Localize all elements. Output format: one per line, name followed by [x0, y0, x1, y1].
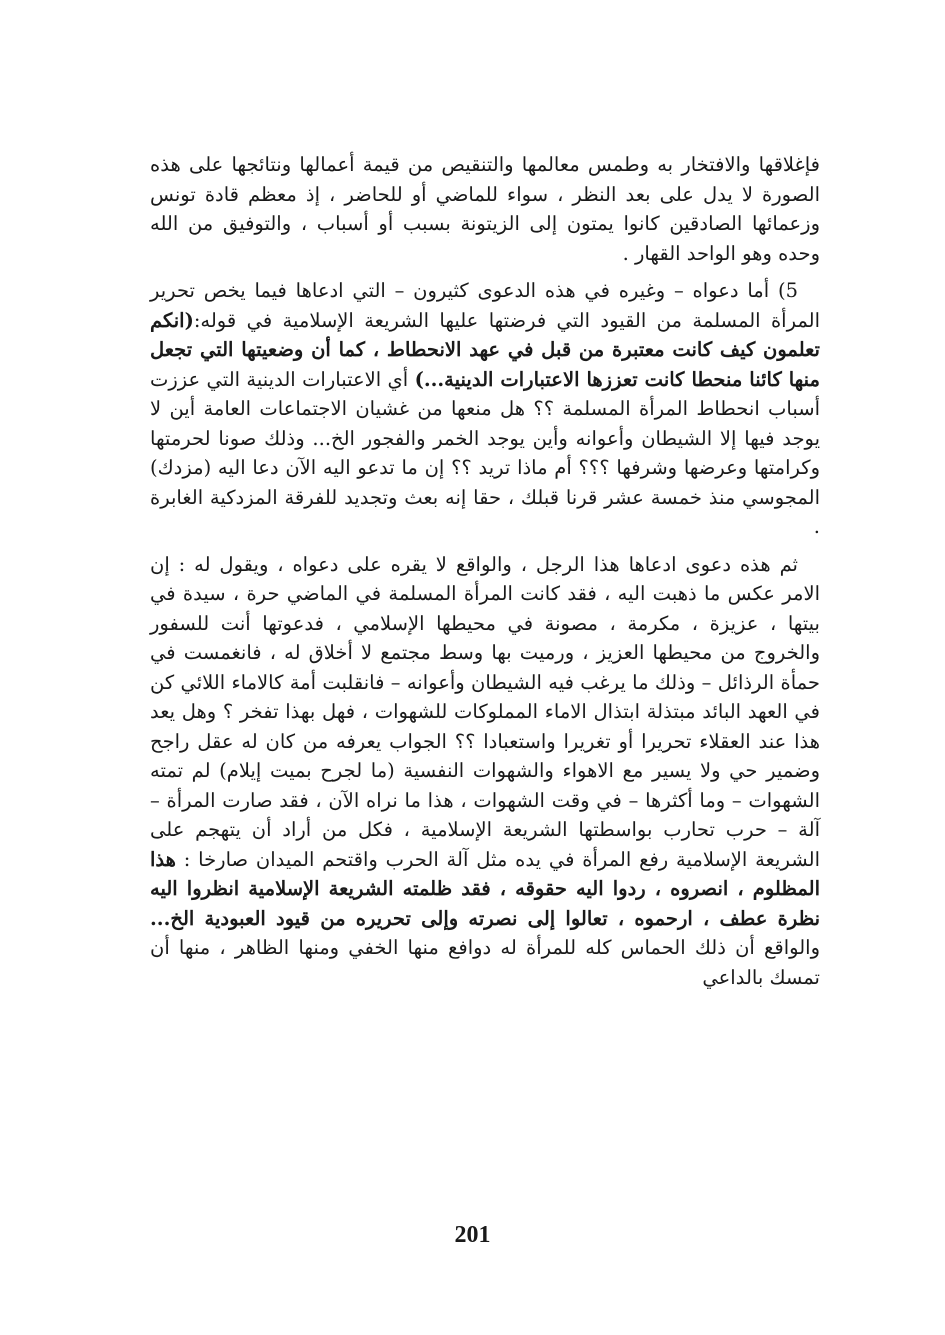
paragraph-2-quote: (انكم تعلمون كيف كانت معتبرة من قبل في عهد الانحطاط ، كما أن وضعيتها التي تجعل منها كائنا منحطا كانت تعززها الاعتبارات الدينية...) — [150, 308, 820, 391]
paragraph-1 — [150, 150, 820, 268]
paragraph-3-run-1: ثم هذه دعوى ادعاها هذا الرجل ، والواقع لا يقره على دعواه ، ويقول له : إن الامر عكس ما ذهبت اليه ، فقد كانت المرأة المسلمة في الماضي حرة ، سيدة في بيتها ، عزيزة ، مكرمة ، مصونة في محيطها الإسلامي ، فدعوتها أنت للسفور والخروج من محيطها العزيز ، ورميت بها وسط مجتمع لا أخلاق له ، فانغمست في حمأة الرذائل – وذلك ما يرغب فيه الشيطان وأعوانه – فانقلبت أمة كالاماء اللائي كن في العهد البائد مبتذلة ابتذال الاماء المملوكات للشهوات ، فهل بهذا تفخر ؟ وهل يعد هذا عند العقلاء تحريرا أو تغريرا واستعبادا ؟؟ الجواب يعرفه من كان له عقل راجح وضمير حي ولا يسير مع الاهواء والشهوات النفسية (ما لجرح بميت إيلام) لم تمته الشهوات – وما أكثرها – في وقت الشهوات ، هذا ما نراه الآن ، فقد صارت المرأة – آلة – حرب تحارب بواسطتها الشريعة الإسلامية ، فكل من أراد أن يتهجم على الشريعة الإسلامية رفع المرأة في يده مثل آلة الحرب واقتحم الميدان صارخا : — [150, 552, 820, 871]
paragraph-2 — [150, 276, 820, 542]
paragraph-3-run-3: والواقع أن ذلك الحماس كله للمرأة له دوافع منها الخفي ومنها الظاهر ، منها أن تمسك بالداعي — [150, 936, 820, 989]
paragraph-3-quote: هذا المظلوم ، انصروه ، ردوا اليه حقوقه ، فقد ظلمته الشريعة الإسلامية انظروا اليه نظرة عطف ، ارحموه ، تعالوا إلى نصرته وإلى تحريره من قيود العبودية الخ... — [150, 847, 820, 930]
paragraph-1-run-1: فإغلاقها والافتخار به وطمس معالمها والتنقيص من قيمة أعمالها ونتائجها على هذه الصورة لا يدل على بعد النظر ، سواء للماضي أو للحاضر ، إذ معظم قادة تونس وزعمائها الصادقين كانوا يمتون إلى الزيتونة بسبب أو أسباب ، والتوفيق من الله وحده وهو الواحد القهار . — [150, 153, 820, 265]
paragraph-3 — [150, 550, 820, 993]
paragraph-2-run-3: أي الاعتبارات الدينية التي عززت أسباب انحطاط المرأة المسلمة ؟؟ هل منعها من غشيان الاجتماعات العامة أين لا يوجد فيها إلا الشيطان وأعوانه وأين يوجد الخمر والفجور الخ... وذلك صونا لحرمتها وكرامتها وعرضها وشرفها ؟؟؟ أم ماذا تريد ؟؟ إن ما تدعو اليه الآن دعا اليه (مزدك) المجوسي منذ خمسة عشر قرنا قبلك ، حقا إنه بعث وتجديد للفرقة المزدكية الغابرة . — [150, 367, 820, 538]
page-number: 201 — [454, 1222, 491, 1248]
paragraph-2-run-1: 5) أما دعواه – وغيره في هذه الدعوى كثيرون – التي ادعاها فيما يخص تحرير المرأة المسلمة من القيود التي فرضتها عليها الشريعة الإسلامية في قوله: — [150, 279, 820, 332]
body-text — [150, 150, 820, 992]
